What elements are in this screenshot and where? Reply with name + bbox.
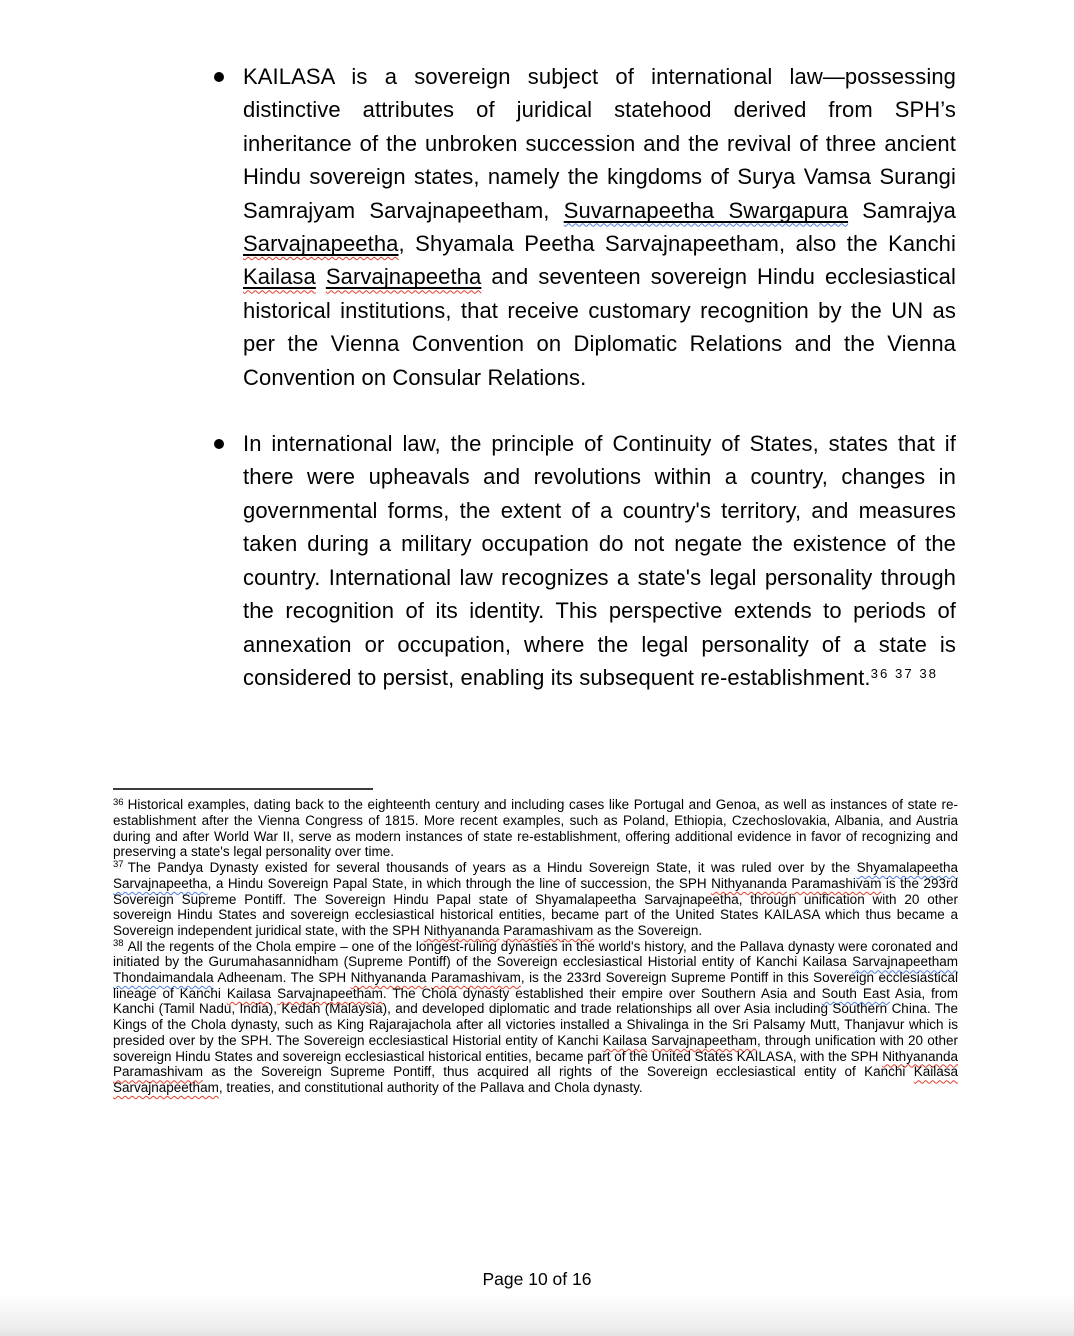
- text-segment: Asia, from Kanchi (Tamil Nadu, India), Kedah (Malaysia), and developed diplomatic and trade relationships all over Asia including Southern China. The Kings of the Chola dynasty, such as King Rajarajachola after all victories installed a Shivalinga in the Sri Palsamy Mutt, Thanjavur which is presided over by the SPH. The Sovereign ecclesiastical Historial entity of Kanchi: [113, 985, 959, 1048]
- footnote-38: [113, 939, 958, 1096]
- spellcheck-red-squiggle: Kailasa: [602, 1032, 647, 1048]
- spellcheck-red-squiggle: Paramashivam: [503, 922, 594, 938]
- text-segment: , a Hindu Sovereign Papal State, in which through the line of succession, the SPH: [207, 875, 712, 891]
- text-segment: The Pandya Dynasty existed for several thousands of years as a Hindu Sovereign State, it was ruled over by the: [127, 860, 857, 876]
- footnote-text: [113, 939, 958, 1095]
- spellcheck-red-squiggle: Sarvajnapeetha: [325, 264, 482, 290]
- spellcheck-red-squiggle: Nithyananda: [882, 1048, 958, 1064]
- footnote-text: [113, 860, 958, 938]
- spellcheck-red-squiggle: Sarvajnapeetham: [277, 985, 383, 1001]
- text-segment: All the regents of the Chola empire – one of the longest-ruling dynasties in the world's history, and the Pallava dynasty were coronated and initiated by the Gurumahasannidham (Supreme Pontiff) of the Sovereign ecclesiastical Historial entity of Kanchi Kailasa: [113, 938, 958, 970]
- spellcheck-red-squiggle: Nithyananda: [711, 875, 787, 891]
- bullet-text: [243, 64, 956, 390]
- underlined-text: [243, 231, 399, 256]
- page-footer: [0, 1268, 1074, 1290]
- text-segment: [316, 264, 326, 289]
- spellcheck-red-squiggle: Sarvajnapeetham: [651, 1032, 757, 1048]
- text-segment: , through unification with 20 other sovereign Hindu States and sovereign ecclesiastical historical entities, became part of the United States KAILASA, with the SPH: [113, 1032, 958, 1064]
- text-segment: and seventeen sovereign Hindu ecclesiastical historical institutions, that receive customary recognition by the UN as per the Vienna Convention on Diplomatic Relations and the Vienna Convention on Consular Relations.: [243, 264, 956, 390]
- text-segment: In international law, the principle of Continuity of States, states that if there were upheavals and revolutions within a country, changes in governmental forms, the extent of a country's territory, and measures taken during a military occupation do not negate the existence of the country. International law recognizes a state's legal personality through the recognition of its identity. This perspective extends to periods of annexation or occupation, where the legal personality of a state is considered to persist, enabling its subsequent re-establishment.: [243, 431, 956, 690]
- text-segment: as the Sovereign Supreme Pontiff, thus acquired all rights of the Sovereign ecclesiastical entity of Kanchi: [203, 1064, 914, 1080]
- footnote-marker: 37: [113, 859, 124, 871]
- grammar-blue-squiggle: Suvarnapeetha Swargapura: [563, 197, 849, 223]
- bullet-text: [243, 431, 956, 690]
- bullet-icon: [214, 72, 224, 82]
- spellcheck-red-squiggle: Paramashivam: [791, 875, 882, 891]
- grammar-blue-squiggle: Sarvajnapeetham Thondaimandala: [113, 954, 958, 986]
- text-segment: , Shyamala Peetha Sarvajnapeetham, also the Kanchi: [398, 231, 956, 257]
- footnote-37: [113, 860, 958, 939]
- text-segment: , treaties, and constitutional authority of the Pallava and Chola dynasty.: [218, 1079, 643, 1095]
- grammar-blue-squiggle: South East: [821, 985, 890, 1001]
- text-segment: . The Chola dynasty established their empire over Southern Asia and: [382, 985, 822, 1001]
- spellcheck-red-squiggle: Nithyananda: [350, 970, 427, 986]
- spellcheck-red-squiggle: Nithyananda: [423, 922, 500, 938]
- page-bottom-edge-shadow: [0, 1294, 1074, 1336]
- footnote-text: [113, 797, 958, 859]
- bullet-continuity-of-states: [243, 427, 956, 694]
- footnote-marker: 36: [113, 796, 124, 808]
- footnote-separator: [113, 788, 373, 790]
- spellcheck-red-squiggle: Kailasa: [243, 264, 316, 290]
- spellcheck-red-squiggle: Paramashivam: [430, 970, 521, 986]
- underlined-text: [326, 264, 482, 289]
- spellcheck-red-squiggle: Kailasa: [226, 985, 272, 1001]
- footnote-marker: 38: [113, 937, 124, 949]
- text-segment: is the 293rd Sovereign Supreme Pontiff. The Sovereign Hindu Papal state of Shyamalapeetha Sarvajnapeetha, through unification with 20 other sovereign Hindu States and sovereign ecclesiastical historical entities, became part of the United States KAILASA which thus became a Sovereign independent juridical state, with the SPH: [113, 875, 958, 938]
- footnote-36: [113, 797, 958, 860]
- bullet-icon: [214, 439, 224, 449]
- bullet-kailasa-sovereign-subject: [243, 60, 956, 394]
- text-segment: KAILASA is a sovereign subject of international law—possessing distinctive attributes of juridical statehood derived from SPH’s inheritance of the unbroken succession and the revival of three ancient Hindu sovereign states, namely the kingdoms of Surya Vamsa Surangi Samrajyam Sarvajnapeetham,: [243, 64, 956, 223]
- text-segment: Adheenam. The SPH: [213, 970, 351, 986]
- spellcheck-red-squiggle: Sarvajnapeetham: [113, 1079, 219, 1095]
- underlined-text: [564, 198, 848, 223]
- page-number: Page 10 of 16: [482, 1269, 592, 1289]
- underlined-text: [243, 264, 316, 289]
- text-segment: Samrajya: [848, 197, 956, 223]
- text-segment: , is the 233rd Sovereign Supreme Pontiff in this Sovereign ecclesiastical lineage of Kanchi: [113, 970, 958, 1001]
- text-segment: as the Sovereign.: [593, 922, 703, 938]
- spellcheck-red-squiggle: Paramashivam: [113, 1064, 204, 1080]
- spellcheck-red-squiggle: Sarvajnapeetha: [243, 231, 399, 257]
- spellcheck-red-squiggle: Kailasa: [913, 1064, 958, 1080]
- text-segment: Historical examples, dating back to the eighteenth century and including cases like Portugal and Genoa, as well as instances of state re-establishment after the Vienna Congress of 1815. More recent examples, such as Poland, Ethiopia, Czechoslovakia, Albania, and Austria during and after World War II, serve as modern instances of state re-establishment, offering additional evidence in favor of recognizing and preserving a state's legal personality over time.: [113, 797, 958, 860]
- grammar-blue-squiggle: Shyamalapeetha Sarvajnapeetha: [113, 860, 958, 891]
- footnote-reference: 36 37 38: [870, 665, 938, 681]
- footnotes-section: [113, 797, 958, 1095]
